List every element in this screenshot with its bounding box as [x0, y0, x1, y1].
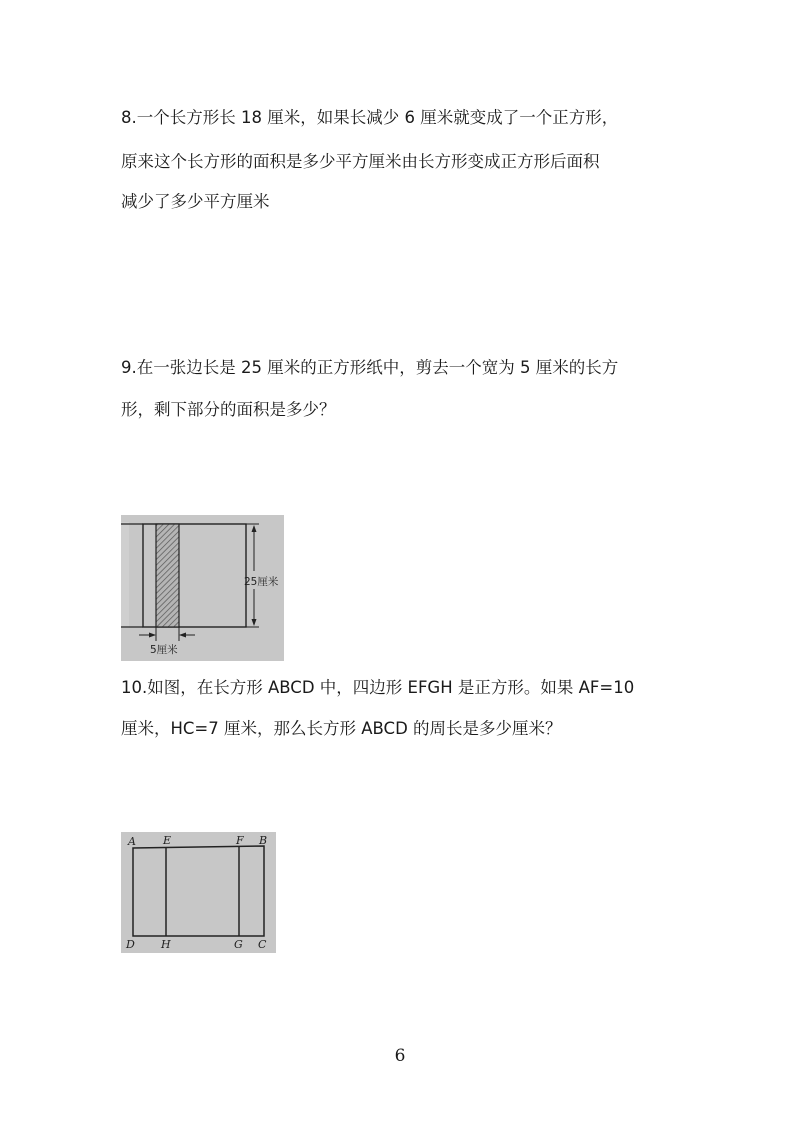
q9-line-1: 9.在一张边长是 25 厘米的正方形纸中，剪去一个宽为 5 厘米的长方: [121, 358, 619, 377]
page-number: 6: [394, 1046, 406, 1066]
q10-line-1: 10.如图，在长方形 ABCD 中，四边形 EFGH 是正方形。如果 AF=10: [121, 678, 635, 697]
q9-cut-strip: [156, 524, 179, 627]
q10-figure-svg: [121, 832, 276, 953]
q10-label-a: A: [128, 835, 136, 848]
q10-label-d: D: [126, 938, 135, 951]
q10-rectangle-abcd: [133, 846, 264, 936]
q10-line-2: 厘米，HC=7 厘米，那么长方形 ABCD 的周长是多少厘米？: [121, 719, 562, 738]
q9-line-2: 形，剩下部分的面积是多少？: [121, 400, 336, 419]
q10-label-e: E: [163, 834, 172, 847]
q8-line-1: 8.一个长方形长 18 厘米，如果长减少 6 厘米就变成了一个正方形，: [121, 108, 619, 127]
q9-square-figure: [121, 515, 284, 661]
q9-width-label: 5厘米: [150, 644, 178, 656]
q10-label-f: F: [236, 834, 244, 847]
q9-figure-svg: [121, 515, 284, 661]
q8-line-3: 减少了多少平方厘米: [121, 192, 270, 211]
q10-label-h: H: [161, 938, 171, 951]
q10-label-c: C: [258, 938, 267, 951]
q10-label-g: G: [234, 938, 243, 951]
q9-left-edge: [121, 522, 129, 628]
q9-height-label: 25厘米: [244, 576, 279, 588]
q8-line-2: 原来这个长方形的面积是多少平方厘米由长方形变成正方形后面积: [121, 152, 600, 171]
q10-rectangle-figure: [121, 832, 276, 953]
q10-label-b: B: [259, 834, 268, 847]
